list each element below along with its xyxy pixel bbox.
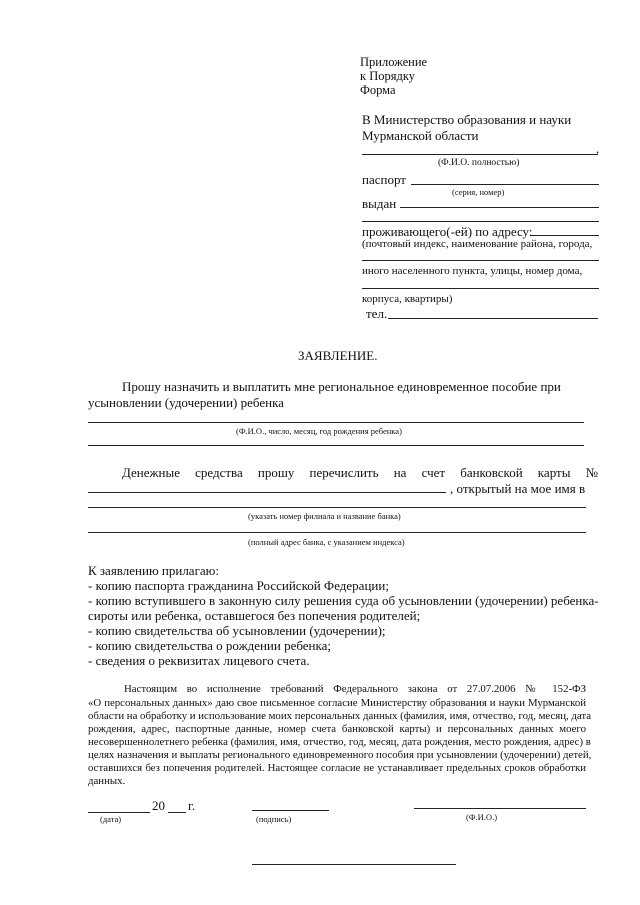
addressee-line-1: В Министерство образования и науки — [362, 112, 572, 127]
addressee-line-2: Мурманской области — [362, 128, 479, 143]
bank-branch-line[interactable] — [88, 507, 586, 508]
date-day-line[interactable] — [88, 812, 150, 813]
consent-line-5: несовершеннолетнего ребенка (фамилия, имя, отчество, год, месяц, дата рождения, место рождения, адрес) в — [88, 736, 591, 748]
address-line-1[interactable] — [530, 235, 599, 236]
request-line-1: Прошу назначить и выплатить мне региональное единовременное пособие при — [122, 379, 561, 394]
child-info-hint: (Ф.И.О., число, месяц, год рождения ребенка) — [236, 426, 402, 436]
fio-signature-hint: (Ф.И.О.) — [466, 812, 498, 822]
consent-line-2: «О персональных данных» даю свое письменное согласие Министерству образования и науки Мурманской — [88, 697, 586, 709]
document-title: ЗАЯВЛЕНИЕ. — [298, 348, 378, 363]
fio-hint: (Ф.И.О. полностью) — [438, 158, 520, 168]
attachment-item-2: - копию вступившего в законную силу решения суда об усыновлении (удочерении) ребенка- — [88, 593, 599, 608]
consent-line-1: Настоящим во исполнение требований Федерального закона от 27.07.2006 № 152-ФЗ — [124, 683, 586, 695]
request-line-2: усыновлении (удочерении) ребенка — [88, 395, 284, 410]
date-hint: (дата) — [100, 814, 122, 824]
funds-line-1: Денежные средства прошу перечислить на счет банковской карты № — [122, 465, 598, 480]
issued-label: выдан — [362, 196, 397, 211]
attachment-item-2-cont: сироты или ребенка, оставшегося без попечения родителей; — [88, 608, 421, 623]
address-line-2[interactable] — [362, 260, 599, 261]
residing-label: проживающего(-ей) по адресу: — [362, 224, 533, 239]
attachment-item-3: - копию свидетельства об усыновлении (удочерении); — [88, 623, 386, 638]
issued-line-2[interactable] — [362, 221, 599, 222]
fio-line[interactable] — [362, 154, 598, 155]
passport-line[interactable] — [411, 184, 599, 185]
form-label: Форма — [360, 83, 396, 97]
bank-address-line[interactable] — [88, 532, 586, 533]
consent-line-8: данных. — [88, 775, 126, 787]
fio-signature-line[interactable] — [414, 808, 586, 809]
year-prefix: 20 — [152, 798, 165, 813]
issued-line[interactable] — [400, 207, 599, 208]
child-info-line-2[interactable] — [88, 445, 584, 446]
attachment-item-4: - копию свидетельства о рождении ребенка; — [88, 638, 332, 653]
passport-label: паспорт — [362, 172, 406, 187]
child-info-line[interactable] — [88, 422, 584, 423]
year-suffix: г. — [188, 798, 196, 813]
card-number-line[interactable] — [88, 492, 446, 493]
order-label: к Порядку — [360, 69, 415, 83]
address-line-3[interactable] — [362, 288, 599, 289]
consent-line-3: области на обработку и использование моих персональных данных (фамилия, имя, отчество, год, месяц, дата — [88, 710, 592, 722]
passport-hint: (серия, номер) — [452, 187, 505, 197]
funds-line-2: , открытый на мое имя в — [450, 481, 586, 496]
phone-label: тел. — [366, 306, 388, 321]
fio-comma: , — [596, 142, 600, 156]
bottom-line — [252, 864, 456, 865]
signature-line[interactable] — [252, 810, 329, 811]
attachment-item-1: - копию паспорта гражданина Российской Федерации; — [88, 578, 389, 593]
bank-address-hint: (полный адрес банка, с указанием индекса) — [248, 537, 405, 547]
address-hint-3: корпуса, квартиры) — [362, 293, 453, 305]
consent-line-7: оставшихся без попечения родителей. Настоящее согласие не устанавливает предельных сроков обработки — [88, 762, 586, 774]
phone-line[interactable] — [388, 318, 598, 319]
consent-line-4: рождения, адрес, паспортные данные, номер счета банковской карты) и персональных данных моего — [88, 723, 586, 735]
bank-branch-hint: (указать номер филиала и название банка) — [248, 511, 401, 521]
consent-line-6: целях назначения и выплаты регионального единовременного пособия при усыновлении (удочерении) детей, — [88, 749, 592, 761]
attachment-item-5: - сведения о реквизитах лицевого счета. — [88, 653, 310, 668]
year-suffix-line[interactable] — [168, 812, 186, 813]
signature-hint: (подпись) — [256, 814, 292, 824]
attachments-heading: К заявлению прилагаю: — [88, 563, 220, 578]
address-hint-2: иного населенного пункта, улицы, номер дома, — [362, 265, 583, 277]
address-hint-1: (почтовый индекс, наименование района, города, — [362, 238, 593, 250]
appendix-label: Приложение — [360, 55, 428, 69]
